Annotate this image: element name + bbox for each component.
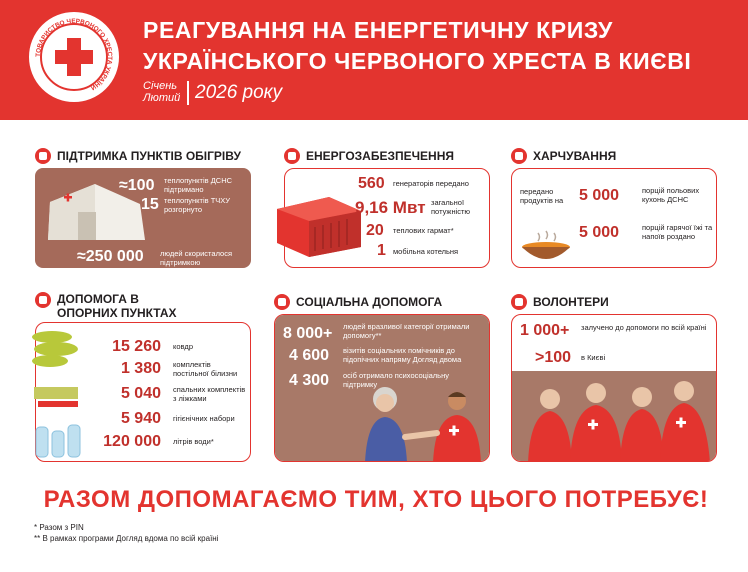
support-v2: 5 040 xyxy=(120,385,161,402)
energy-title xyxy=(284,148,454,164)
heating-title-text: ПІДТРИМКА ПУНКТІВ ОБІГРІВУ xyxy=(57,149,241,163)
slogan: РАЗОМ ДОПОМАГАЄМО ТИМ, ХТО ЦЬОГО ПОТРЕБУЄ! xyxy=(43,486,709,513)
food-l2: порцій гарячої їжі та напоїв роздано xyxy=(642,223,713,241)
energy-v4: 1 xyxy=(377,242,386,259)
support-title-text xyxy=(57,292,177,320)
heating-card xyxy=(35,168,251,268)
volunteers-l2: в Києві xyxy=(581,353,606,362)
food-intro: передано продуктів на xyxy=(520,187,564,205)
support-l4: літрів води* xyxy=(173,437,214,446)
title-line-1: РЕАГУВАННЯ НА ЕНЕРГЕТИЧНУ КРИЗУ xyxy=(143,17,613,43)
social-l1: візитів соціальних помічників до підопічних напряму Догляд двома xyxy=(343,346,462,364)
social-card xyxy=(274,314,490,462)
logo-ring-text xyxy=(32,15,116,99)
food-card xyxy=(511,168,717,268)
title-line-2: УКРАЇНСЬКОГО ЧЕРВОНОГО ХРЕСТА В КИЄВІ xyxy=(143,48,692,74)
heating-l2: теплопунктів ТЧХУ розгорнуто xyxy=(164,196,231,214)
generator-image xyxy=(273,191,365,259)
support-v0: 15 260 xyxy=(112,338,161,355)
support-v3: 5 940 xyxy=(120,410,161,427)
support-l0: ковдр xyxy=(173,342,193,351)
social-title xyxy=(274,294,442,310)
people-icon xyxy=(511,294,527,310)
energy-l3: теплових гармат* xyxy=(393,226,454,235)
heating-title xyxy=(35,148,241,164)
support-l2: спальних комплектів з ліжками xyxy=(173,385,246,403)
food-v1: 5 000 xyxy=(579,187,620,204)
social-l0: людей вразливої категорії отримали допомогу** xyxy=(343,322,470,340)
food-title xyxy=(511,148,616,164)
volunteers-v1: 1 000+ xyxy=(520,322,570,339)
support-title xyxy=(35,292,177,320)
heating-v1: ≈100 xyxy=(119,177,155,194)
house-icon xyxy=(35,148,51,164)
social-l2: осіб отримало психосоціальну підтримку xyxy=(343,371,449,389)
year: 2026 року xyxy=(195,82,283,103)
red-cross-logo xyxy=(29,12,119,102)
support-title-line-1: ДОПОМОГА В xyxy=(57,292,139,306)
energy-card xyxy=(284,168,490,268)
energy-title-text: ЕНЕРГОЗАБЕЗПЕЧЕННЯ xyxy=(306,149,455,163)
box-icon xyxy=(35,292,51,308)
food-title-text: ХАРЧУВАННЯ xyxy=(533,149,617,163)
month-2: Лютий xyxy=(143,92,181,104)
support-v4: 120 000 xyxy=(103,433,161,450)
footnote-2: ** В рамках програми Догляд вдома по всій країні xyxy=(34,534,219,543)
heating-v2: 15 xyxy=(141,196,159,213)
energy-l2: загальної потужністю xyxy=(431,198,471,216)
bowl-icon xyxy=(511,148,527,164)
energy-l4: мобільна котельня xyxy=(393,247,459,256)
social-v2: 4 300 xyxy=(289,372,330,389)
heating-v3: ≈250 000 xyxy=(77,248,144,265)
volunteers-image xyxy=(526,371,712,462)
hands-icon xyxy=(274,294,290,310)
volunteers-title-text: ВОЛОНТЕРИ xyxy=(533,295,609,309)
heating-l1: теплопунктів ДСНС підтримано xyxy=(164,176,233,194)
social-v1: 4 600 xyxy=(289,347,330,364)
soup-bowl-image xyxy=(516,227,576,267)
date-divider xyxy=(187,81,189,105)
volunteers-l1: залучено до допомоги по всій країні xyxy=(581,323,707,332)
food-l1: порцій польових кухонь ДСНС xyxy=(642,186,700,204)
volunteers-card xyxy=(511,314,717,462)
svg-text:ТОВАРИСТВО ЧЕРВОНОГО ХРЕСТА УК: ТОВАРИСТВО ЧЕРВОНОГО ХРЕСТА УКРАЇНИ xyxy=(34,17,114,92)
page-title xyxy=(143,15,703,77)
months xyxy=(143,80,187,104)
volunteers-title xyxy=(511,294,609,310)
month-1: Січень xyxy=(143,80,178,92)
support-v1: 1 380 xyxy=(120,360,161,377)
footnote-1: * Разом з PIN xyxy=(34,523,84,532)
social-v0: 8 000+ xyxy=(283,325,333,342)
support-title-line-2: ОПОРНИХ ПУНКТАХ xyxy=(57,306,177,320)
support-l3: гігієнічних набори xyxy=(173,414,235,423)
energy-v2: 9,16 Мвт xyxy=(355,198,426,217)
header-banner xyxy=(0,0,748,120)
food-v2: 5 000 xyxy=(579,224,620,241)
energy-v3: 20 xyxy=(366,222,384,239)
heating-l3: людей скористалося підтримкою xyxy=(160,249,233,267)
energy-v1: 560 xyxy=(358,175,385,192)
social-people-image xyxy=(345,385,490,462)
volunteers-v2: >100 xyxy=(535,349,572,366)
social-title-text: СОЦІАЛЬНА ДОПОМОГА xyxy=(296,295,443,309)
power-icon xyxy=(284,148,300,164)
support-l1: комплектів постільної білизни xyxy=(173,360,238,378)
energy-l1: генераторів передано xyxy=(393,179,469,188)
